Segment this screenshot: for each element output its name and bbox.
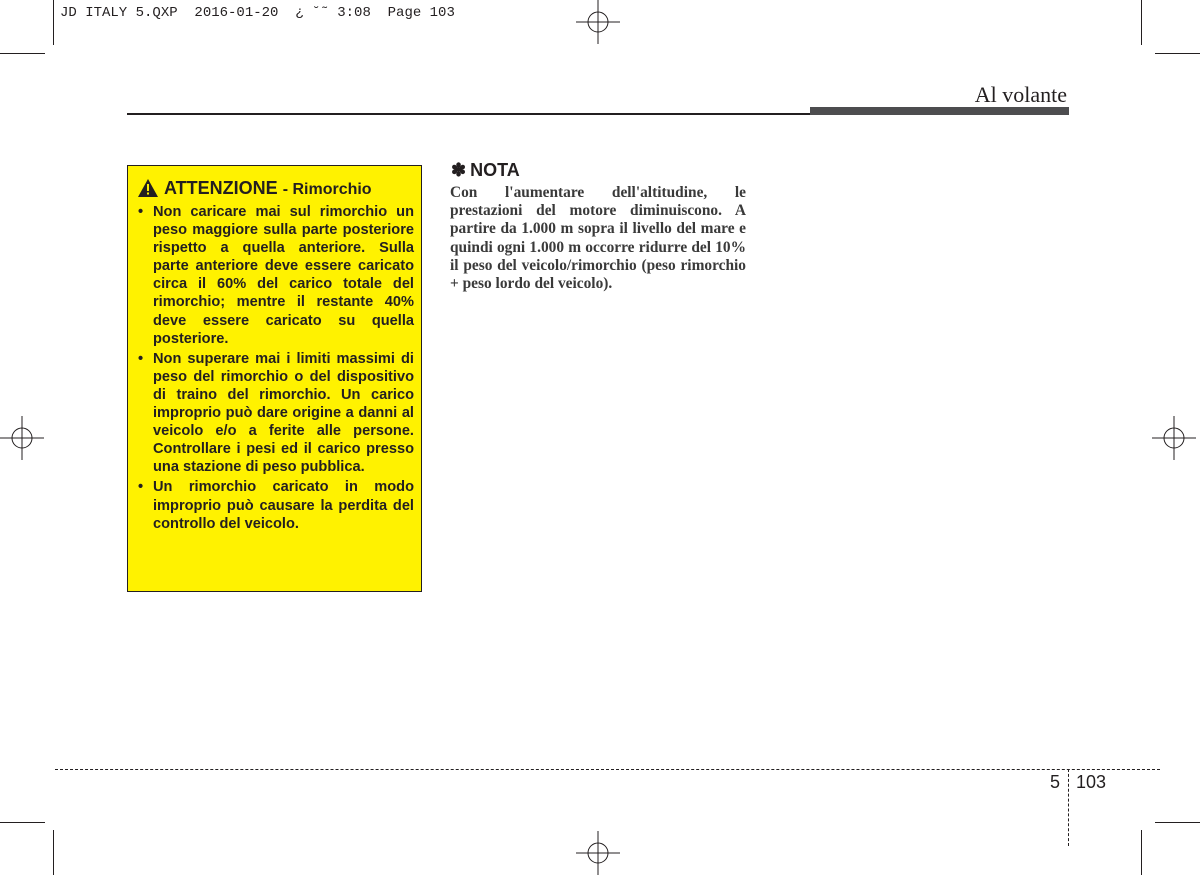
- list-item: [136, 203, 414, 348]
- crop-mark: [1141, 0, 1142, 45]
- header-rule-accent: [810, 107, 1069, 115]
- list-item: [136, 478, 414, 532]
- registration-mark: [0, 416, 44, 460]
- crop-mark: [1155, 53, 1200, 54]
- page-number: 103: [1076, 772, 1107, 792]
- crop-mark: [1141, 830, 1142, 875]
- registration-mark: [576, 0, 620, 44]
- note-heading: [451, 160, 520, 181]
- registration-mark: [1152, 416, 1196, 460]
- bullet: •: [138, 350, 144, 367]
- section-title: Al volante: [974, 82, 1067, 107]
- footer-rule: [55, 769, 1160, 770]
- note-text: Con l'aumentare dell'altitudine, le prestazioni del motore diminuiscono. A partire da 1.000 m sopra il livello del mare e quindi ogni 1.000 m occorre ridurre del 10% il peso del veicolo/rimorchio (peso rimorchio + peso lordo del veicolo).: [450, 184, 746, 293]
- crop-mark: [53, 0, 54, 45]
- warning-box: [127, 165, 422, 592]
- footer-separator: [1068, 769, 1069, 846]
- list-item: [136, 350, 414, 477]
- bullet: •: [138, 479, 144, 496]
- chapter-number: 5: [1050, 772, 1061, 792]
- asterisk-icon: ✽: [451, 160, 467, 180]
- print-slug: JD ITALY 5.QXP 2016-01-20 ¿ ˘˜ 3:08 Page 103: [60, 5, 455, 21]
- warning-item-text: Un rimorchio caricato in modo improprio può causare la perdita del controllo del veicolo.: [153, 479, 414, 532]
- header-rule: [127, 113, 817, 115]
- warning-list: [136, 203, 414, 535]
- warning-subtitle: - Rimorchio: [282, 181, 372, 198]
- bullet: •: [138, 204, 144, 220]
- warning-item-text: Non superare mai i limiti massimi di peso del rimorchio o del dispositivo di traino del rimorchio. Un carico improprio può dare origine a danni al veicolo e/o a ferite alle persone. Controllare i pesi ed il carico presso una stazione di peso pubblica.: [153, 350, 414, 476]
- crop-mark: [53, 830, 54, 875]
- note-title: NOTA: [470, 160, 520, 180]
- crop-mark: [1155, 822, 1200, 823]
- crop-mark: [0, 822, 45, 823]
- warning-triangle-icon: [138, 179, 158, 202]
- warning-title: ATTENZIONE: [164, 178, 278, 198]
- warning-heading: [138, 178, 418, 202]
- registration-mark: [576, 831, 620, 875]
- crop-mark: [0, 53, 45, 54]
- warning-item-text: Non caricare mai sul rimorchio un peso maggiore sulla parte posteriore rispetto a quella anteriore. Sulla parte anteriore deve essere caricato circa il 60% del carico totale del rimorchio; mentre il restante 40% deve essere caricato su quella posteriore.: [153, 204, 414, 347]
